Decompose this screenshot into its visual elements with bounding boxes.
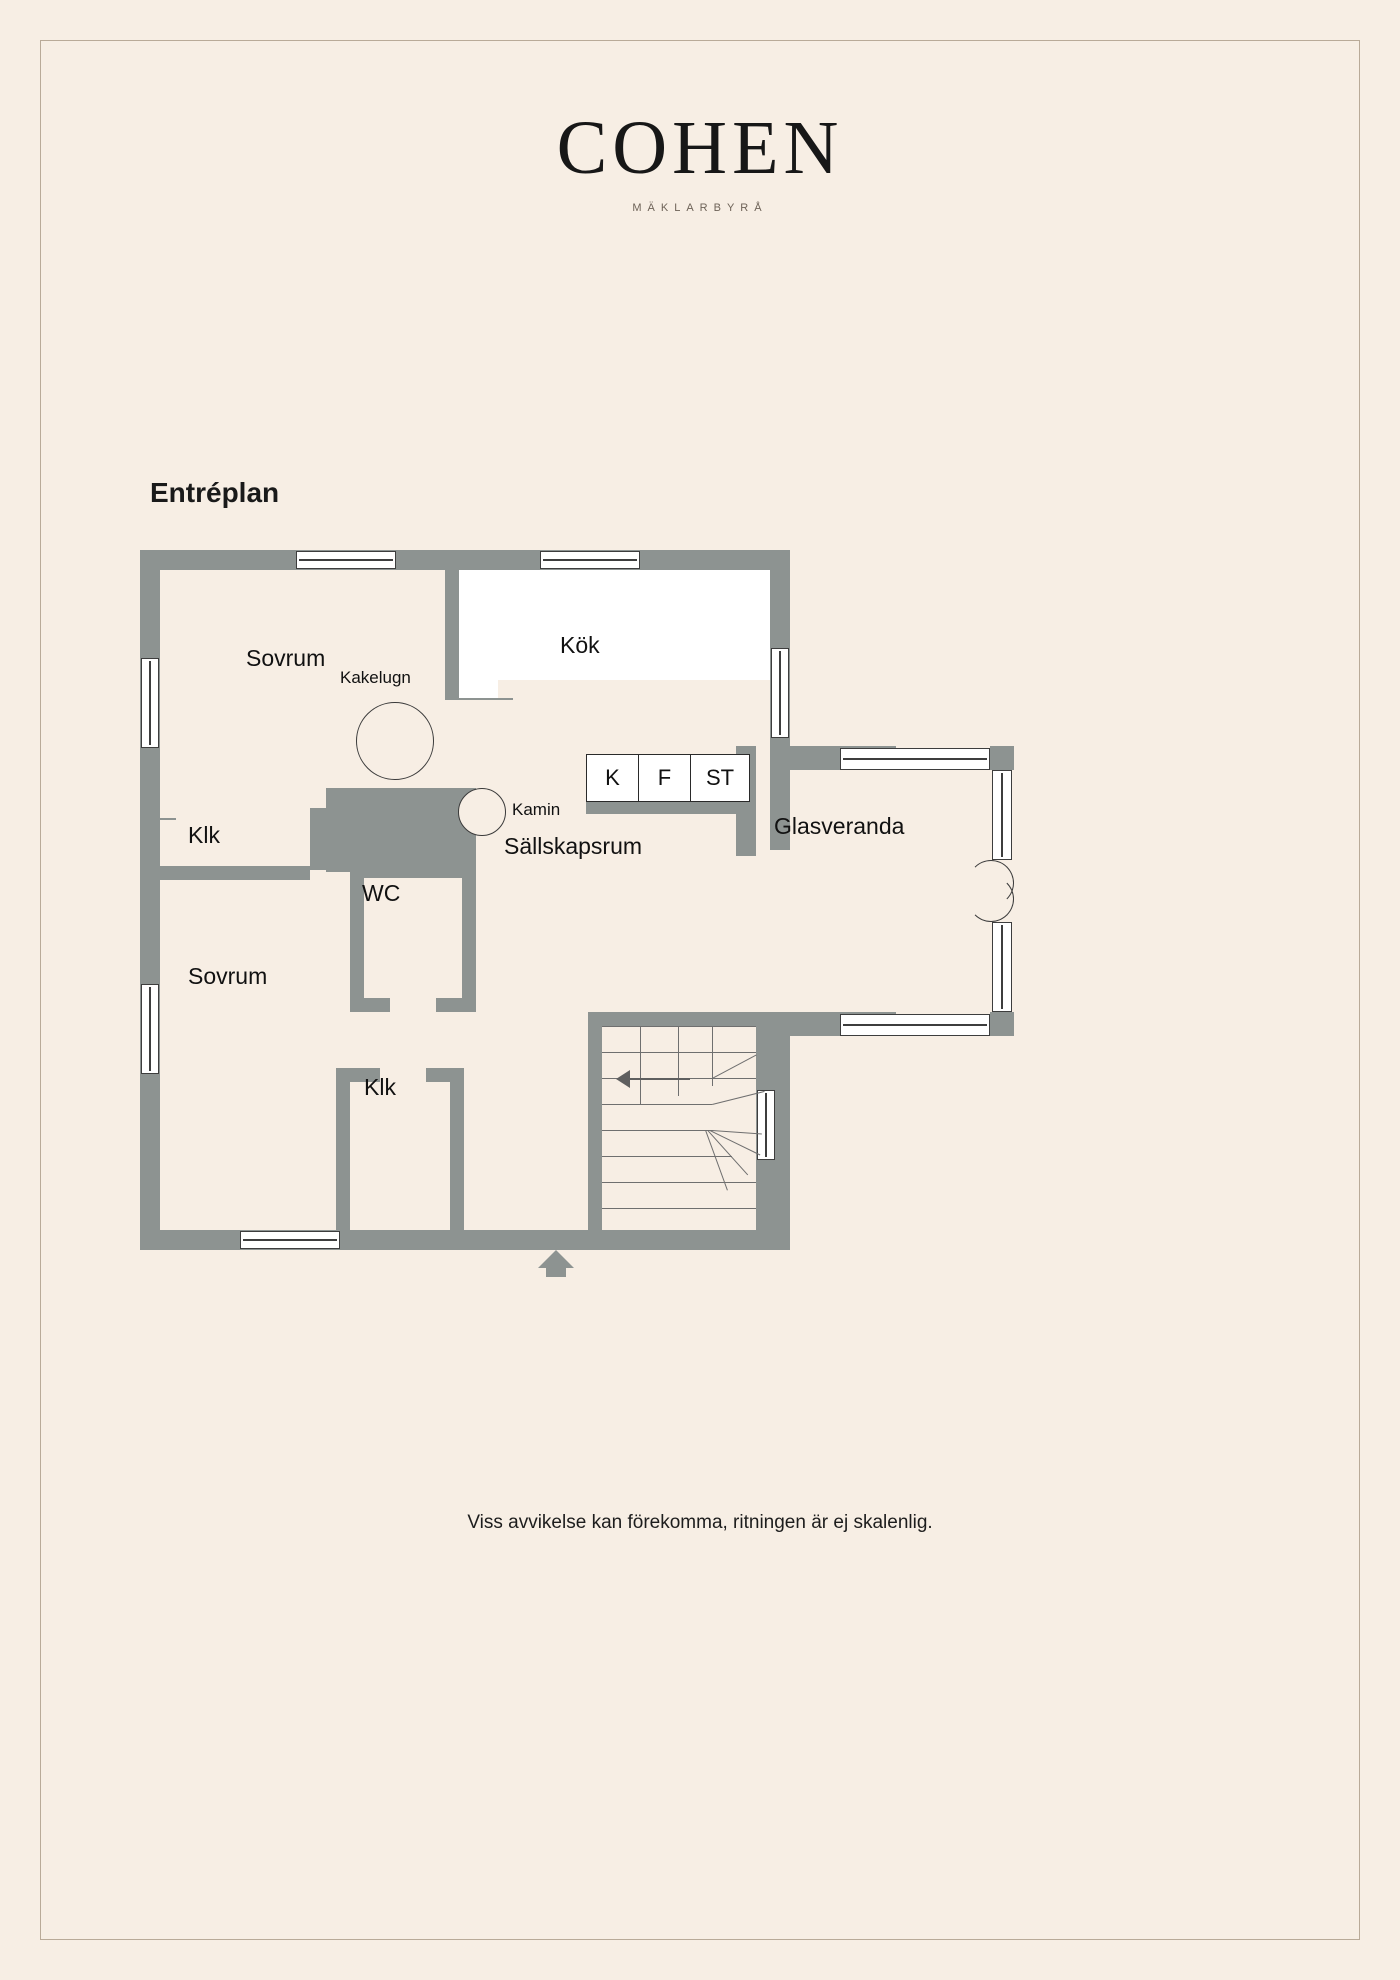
window-kok-top — [540, 551, 640, 569]
appliance-st: ST — [705, 765, 735, 790]
wall-klk-bottom-left — [336, 1068, 350, 1230]
window-stair-right — [757, 1090, 775, 1160]
wall-stair-left — [588, 1012, 602, 1230]
wall-klk-bottom-right — [450, 1068, 464, 1230]
kitchen-counter-wing-right — [718, 570, 770, 680]
appliance-f: F — [639, 755, 691, 801]
kitchen-counter-bevel — [492, 645, 732, 680]
wall-exterior-top — [140, 550, 790, 570]
kamin-symbol — [458, 788, 506, 836]
window-sovrum-left-lower — [141, 984, 159, 1074]
window-sovrum-top — [296, 551, 396, 569]
stair-direction-arrow — [616, 1070, 630, 1088]
wall-interior-klk-top — [160, 818, 176, 820]
veranda-window-top — [840, 748, 990, 770]
kitchen-counter-wing-left — [458, 570, 498, 700]
window-kok-right — [771, 648, 789, 738]
entrance-arrow-stem — [546, 1267, 566, 1277]
page-title: Entréplan — [150, 477, 280, 508]
room-label-klk-top: Klk — [188, 822, 220, 848]
room-label-sovrum-bottom: Sovrum — [188, 963, 268, 989]
staircase — [602, 1026, 756, 1230]
floorplan-drawing — [140, 550, 1260, 1270]
wall-wc-right — [462, 872, 476, 1012]
wall-exterior-bottom — [140, 1230, 790, 1250]
wall-stair-top — [588, 1012, 776, 1026]
room-label-glasveranda: Glasveranda — [774, 813, 905, 839]
wall-exterior-left — [140, 550, 160, 1250]
brand-tagline: MÄKLARBYRÅ — [632, 202, 768, 214]
kitchen-counter-edge-bottom-left — [457, 698, 513, 700]
wall-interior-klk-bottom — [160, 866, 310, 880]
chimney-stack-lower — [350, 808, 476, 878]
veranda-window-right-top — [992, 770, 1012, 860]
room-label-kok: Kök — [560, 632, 600, 658]
veranda-corner-top — [990, 746, 1014, 770]
appliance-row — [586, 754, 750, 802]
feature-label-kakelugn: Kakelugn — [340, 668, 411, 687]
stair-direction-line — [630, 1078, 690, 1080]
kakelugn-symbol — [356, 702, 434, 780]
wall-appliance-base — [586, 802, 756, 814]
wall-wc-bottom-left — [350, 998, 390, 1012]
room-label-wc: WC — [362, 880, 401, 906]
veranda-door-swing-lower — [968, 876, 1014, 922]
disclaimer-caption: Viss avvikelse kan förekomma, ritningen är ej skalenlig. — [467, 1512, 933, 1533]
room-label-sovrum-top: Sovrum — [246, 645, 326, 671]
appliance-k: K — [587, 755, 639, 801]
room-label-sallskapsrum: Sällskapsrum — [504, 833, 643, 859]
entrance-arrow — [538, 1250, 574, 1268]
wall-interior-sovrum-kok — [445, 570, 459, 700]
window-sovrum-left-upper — [141, 658, 159, 748]
wall-wc-bottom-right — [436, 998, 476, 1012]
room-label-klk-bottom: Klk — [364, 1074, 396, 1100]
veranda-window-right-bottom — [992, 922, 1012, 1012]
brand-logo — [0, 106, 1400, 214]
window-klk-bottom — [240, 1231, 340, 1249]
wall-klk-bottom-top-right — [426, 1068, 464, 1082]
feature-label-kamin: Kamin — [512, 800, 561, 819]
veranda-window-bottom — [840, 1014, 990, 1036]
chimney-stack-left-step — [310, 808, 354, 870]
veranda-corner-bottom — [990, 1012, 1014, 1036]
brand-name: COHEN — [556, 106, 844, 190]
